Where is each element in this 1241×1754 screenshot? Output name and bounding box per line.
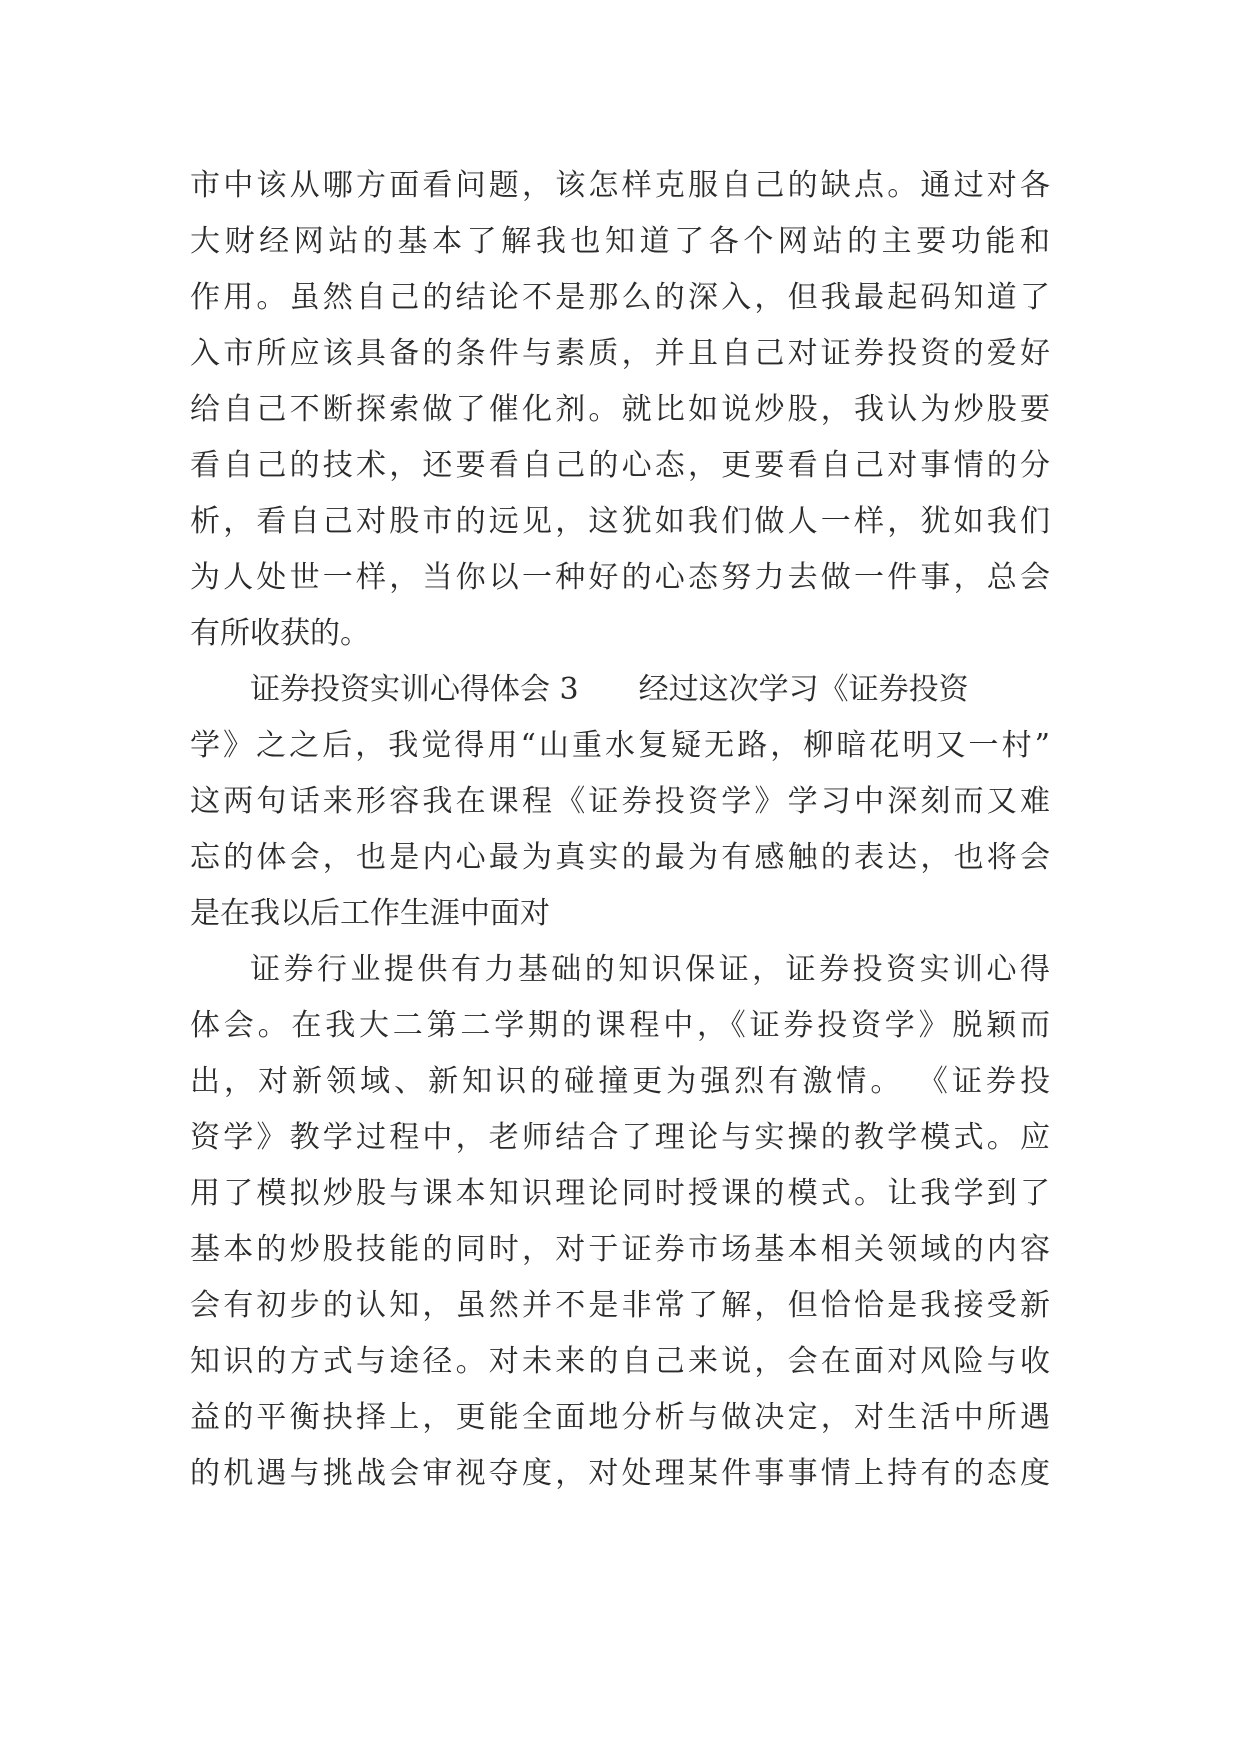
text-line: 为人处世一样，当你以一种好的心态努力去做一件事，总会 <box>190 560 1050 595</box>
text-line: 用了模拟炒股与课本知识理论同时授课的模式。让我学到了 <box>190 1176 1050 1211</box>
text-line: 有所收获的。 <box>190 616 370 651</box>
section-heading-line <box>190 662 1050 718</box>
text-line: 是在我以后工作生涯中面对 <box>190 896 550 931</box>
text-line: 资学》教学过程中，老师结合了理论与实操的教学模式。应 <box>190 1120 1050 1155</box>
text-line: 忘的体会，也是内心最为真实的最为有感触的表达，也将会 <box>190 840 1050 875</box>
text-line: 学》之之后，我觉得用“山重水复疑无路，柳暗花明又一村” <box>190 728 1050 763</box>
text-line: 市中该从哪方面看问题，该怎样克服自己的缺点。通过对各 <box>190 168 1050 203</box>
section-heading: 证券投资实训心得体会 3 <box>250 672 579 707</box>
text-line: 基本的炒股技能的同时，对于证券市场基本相关领域的内容 <box>190 1232 1050 1267</box>
text-line: 看自己的技术，还要看自己的心态，更要看自己对事情的分 <box>190 448 1050 483</box>
text-line: 益的平衡抉择上，更能全面地分析与做决定，对生活中所遇 <box>190 1400 1050 1435</box>
text-line: 给自己不断探索做了催化剂。就比如说炒股，我认为炒股要 <box>190 392 1050 427</box>
text-line: 的机遇与挑战会审视夺度，对处理某件事事情上持有的态度 <box>190 1456 1050 1491</box>
text-line: 析，看自己对股市的远见，这犹如我们做人一样，犹如我们 <box>190 504 1050 539</box>
document-body <box>190 158 1050 1502</box>
text-line: 体会。在我大二第二学期的课程中，《证券投资学》脱颖而 <box>190 1008 1050 1043</box>
text-line: 出，对新领域、新知识的碰撞更为强烈有激情。 《证券投 <box>190 1064 1050 1099</box>
text-line: 作用。虽然自己的结论不是那么的深入，但我最起码知道了 <box>190 280 1050 315</box>
text-line: 入市所应该具备的条件与素质，并且自己对证券投资的爱好 <box>190 336 1050 371</box>
text-line-start: 经过这次学习《证券投资 <box>638 672 969 707</box>
text-line: 大财经网站的基本了解我也知道了各个网站的主要功能和 <box>190 224 1050 259</box>
text-line: 知识的方式与途径。对未来的自己来说，会在面对风险与收 <box>190 1344 1050 1379</box>
text-line: 会有初步的认知，虽然并不是非常了解，但恰恰是我接受新 <box>190 1288 1050 1323</box>
paragraph-first-line: 证券行业提供有力基础的知识保证，证券投资实训心得 <box>250 952 1050 987</box>
text-line: 这两句话来形容我在课程《证券投资学》学习中深刻而又难 <box>190 784 1050 819</box>
